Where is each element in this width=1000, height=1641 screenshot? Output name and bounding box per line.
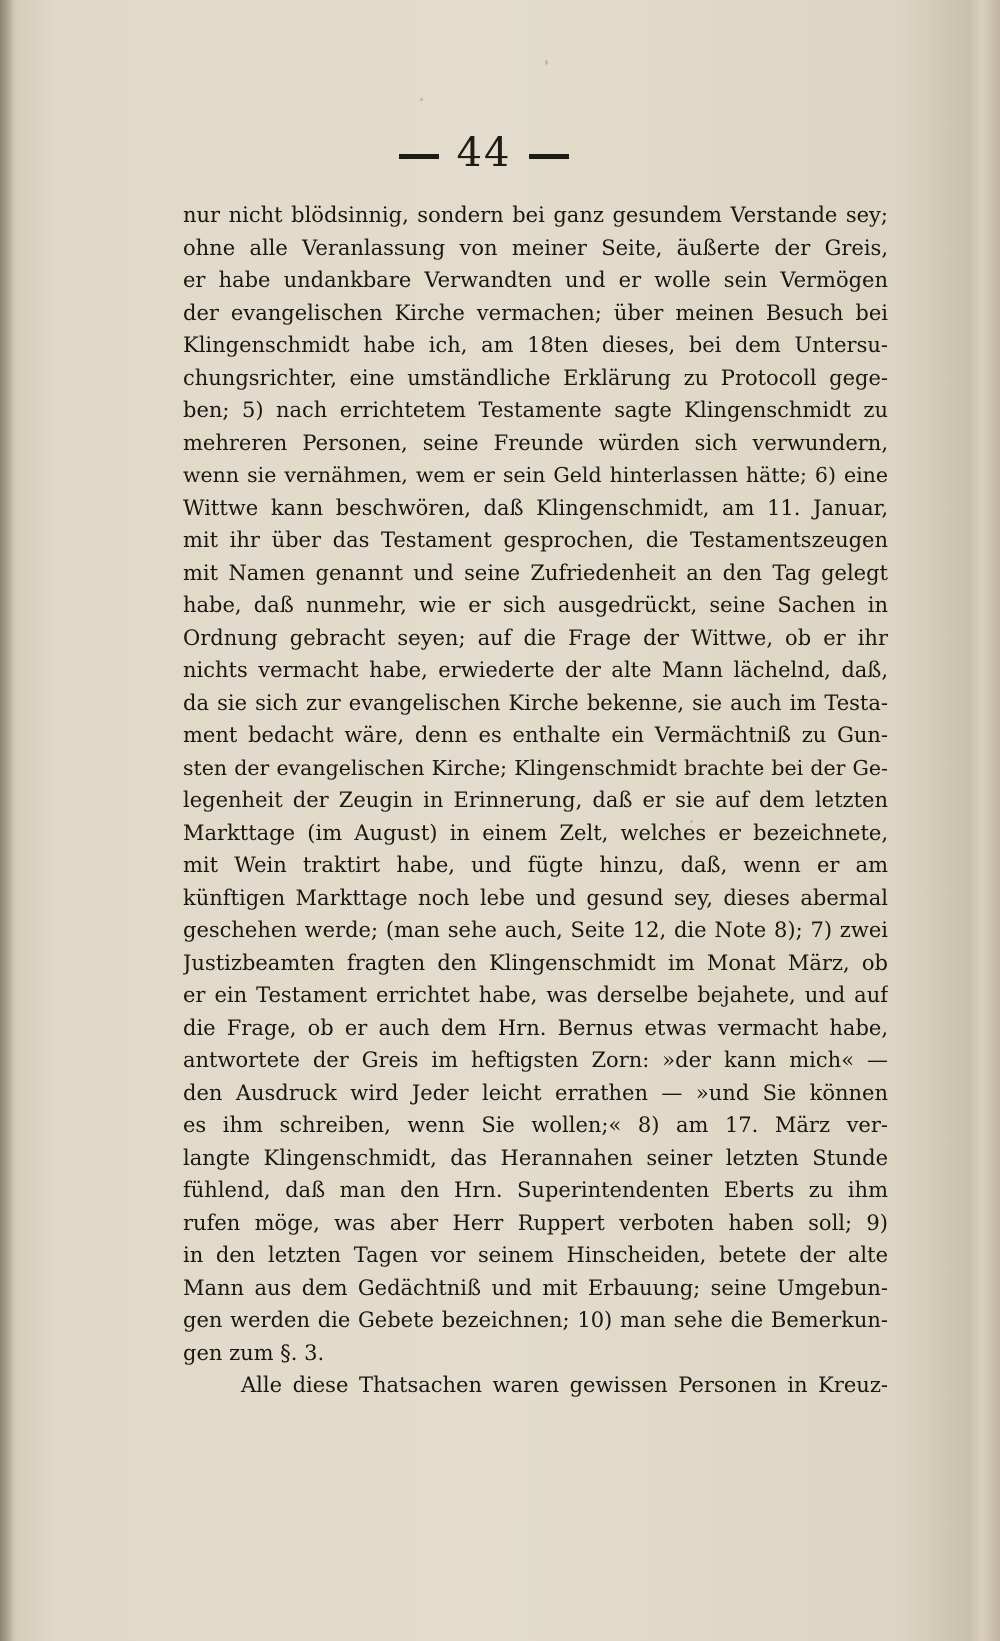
spine-shadow [0,0,14,1641]
text-line: gen zum §. 3. [183,1340,325,1365]
text-line: mehreren Personen, seine Freunde würden sich verwundern, [183,430,888,455]
body-text [183,199,888,1402]
text-line: Mann aus dem Gedächtniß und mit Erbauung; seine Umgebun- [183,1275,888,1300]
text-line: ment bedacht wäre, denn es enthalte ein Vermächtniß zu Gun- [183,723,888,747]
text-line: gen werden die Gebete bezeichnen; 10) man sehe die Bemerkun- [183,1308,888,1332]
text-line: nichts vermacht habe, erwiederte der alte Mann lächelnd, daß, [183,658,888,682]
text-line: es ihm schreiben, wenn Sie wollen;« 8) am 17. März ver- [183,1113,888,1137]
text-line: in den letzten Tagen vor seinem Hinscheiden, betete der alte [183,1243,888,1267]
paper-speck [690,820,693,823]
text-line: Ordnung gebracht seyen; auf die Frage der Wittwe, ob er ihr [183,625,888,650]
text-line: künftigen Markttage noch lebe und gesund sey, dieses abermal [183,885,888,910]
text-line: rufen möge, was aber Herr Ruppert verboten haben soll; 9) [183,1210,888,1235]
text-line: antwortete der Greis im heftigsten Zorn: »der kann mich« — [183,1048,888,1072]
text-line: ohne alle Veranlassung von meiner Seite, äußerte der Greis, [183,235,888,260]
text-line: Wittwe kann beschwören, daß Klingenschmidt, am 11. Januar, [183,495,888,520]
text-line: Klingenschmidt habe ich, am 18ten dieses, bei dem Untersu- [183,333,888,357]
text-line: den Ausdruck wird Jeder leicht errathen — »und Sie können [183,1080,888,1105]
text-line: wenn sie vernähmen, wem er sein Geld hinterlassen hätte; 6) eine [183,463,888,487]
header-dash-left [399,154,439,159]
text-line: er habe undankbare Verwandten und er wolle sein Vermögen [183,268,888,292]
text-line: chungsrichter, eine umständliche Erklärung zu Protocoll gege- [183,365,888,390]
text-line: fühlend, daß man den Hrn. Superintendenten Eberts zu ihm [183,1178,888,1202]
text-line: habe, daß nunmehr, wie er sich ausgedrückt, seine Sachen in [183,593,888,617]
paper-speck [420,98,423,101]
text-line: Markttage (im August) in einem Zelt, welches er bezeichnete, [183,820,888,845]
page-header [0,130,968,176]
text-line: Justizbeamten fragten den Klingenschmidt im Monat März, ob [183,950,888,975]
text-line: da sie sich zur evangelischen Kirche bekenne, sie auch im Testa- [183,690,888,715]
text-line: geschehen werde; (man sehe auch, Seite 12, die Note 8); 7) zwei [183,918,888,942]
page-number: 44 [456,130,512,176]
text-line: mit ihr über das Testament gesprochen, die Testamentszeugen [183,528,888,552]
text-line: Alle diese Thatsachen waren gewissen Personen in Kreuz- [241,1373,888,1397]
text-line: mit Wein traktirt habe, und fügte hinzu, daß, wenn er am [183,853,888,877]
text-line: ben; 5) nach errichtetem Testamente sagte Klingenschmidt zu [183,398,888,422]
text-line: mit Namen genannt und seine Zufriedenheit an den Tag gelegt [183,560,888,585]
text-line: sten der evangelischen Kirche; Klingenschmidt brachte bei der Ge- [183,755,888,780]
text-line: legenheit der Zeugin in Erinnerung, daß er sie auf dem letzten [183,788,888,812]
header-dash-right [529,154,569,159]
text-line: der evangelischen Kirche vermachen; über meinen Besuch bei [183,300,888,325]
text-line: die Frage, ob er auch dem Hrn. Bernus etwas vermacht habe, [183,1015,888,1040]
paper-speck [545,60,548,65]
text-line: langte Klingenschmidt, das Herannahen seiner letzten Stunde [183,1145,888,1170]
text-line: er ein Testament errichtet habe, was derselbe bejahete, und auf [183,983,888,1007]
text-line: nur nicht blödsinnig, sondern bei ganz gesundem Verstande sey; [183,203,888,227]
page-edge [968,0,1000,1641]
